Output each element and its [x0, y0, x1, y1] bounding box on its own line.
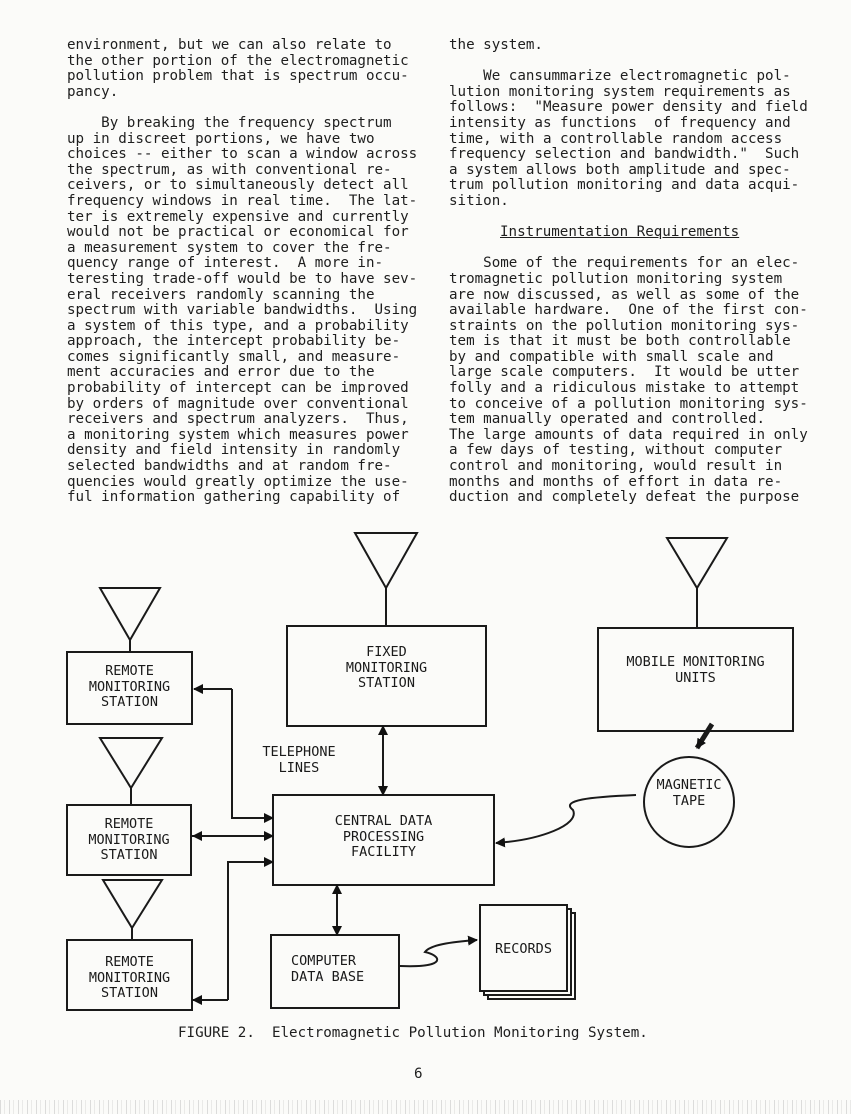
mobile-units-label: MOBILE MONITORING UNITS: [626, 654, 765, 686]
body-text-line: quency range of interest. A more in-: [67, 255, 384, 272]
body-text-line: tem is that it must be both controllable: [449, 333, 791, 350]
body-text-line: We cansummarize electromagnetic pol-: [449, 68, 791, 85]
body-text-line: Some of the requirements for an elec-: [449, 255, 800, 272]
body-text-line: by and compatible with small scale and: [449, 348, 774, 365]
antenna-icon: [103, 880, 162, 940]
remote-station-label: REMOTE MONITORING STATION: [88, 816, 170, 863]
body-text-line: frequency windows in real time. The lat-: [67, 192, 418, 209]
body-text-line: choices -- either to scan a window across: [67, 146, 418, 163]
section-heading: Instrumentation Requirements: [500, 224, 740, 241]
body-text-line: a few days of testing, without computer: [449, 442, 783, 459]
body-text-line: are now discussed, as well as some of the: [449, 286, 800, 303]
computer-database-label: COMPUTER DATA BASE: [291, 953, 365, 985]
body-text-line: ceivers, or to simultaneously detect all: [67, 177, 409, 194]
body-text-line: to conceive of a pollution monitoring sys-: [449, 395, 808, 412]
remote-station-label: REMOTE MONITORING STATION: [88, 663, 171, 710]
page-number: 6: [414, 1066, 423, 1082]
body-text-line: The large amounts of data required in only: [449, 426, 808, 443]
body-text-line: density and field intensity in randomly: [67, 442, 401, 459]
body-text-line: trum pollution monitoring and data acqui-: [449, 177, 800, 194]
remote-station-label: REMOTE MONITORING STATION: [88, 954, 171, 1001]
body-text-line: quencies would greatly optimize the use-: [67, 473, 409, 490]
body-text-line: follows: "Measure power density and field: [449, 99, 808, 116]
antenna-icon: [100, 588, 160, 652]
scan-noise: [0, 1100, 851, 1114]
antenna-icon: [355, 533, 417, 626]
antenna-icon: [667, 538, 727, 628]
body-text-line: comes significantly small, and measure-: [67, 348, 401, 365]
body-text-line: time, with a controllable random access: [449, 130, 783, 147]
body-text-line: months and months of effort in data re-: [449, 473, 783, 490]
body-text-line: up in discreet portions, we have two: [67, 130, 375, 147]
body-text-line: a system allows both amplitude and spec-: [449, 161, 791, 178]
body-text-line: folly and a ridiculous mistake to attempt: [449, 380, 800, 397]
body-text-line: control and monitoring, would result in: [449, 458, 783, 475]
body-text-line: teresting trade-off would be to have sev-: [67, 270, 418, 287]
body-text-line: a monitoring system which measures power: [67, 426, 409, 443]
body-text-line: ter is extremely expensive and currently: [67, 208, 409, 225]
fixed-station-label: FIXED MONITORING STATION: [345, 644, 428, 691]
body-text-line: By breaking the frequency spectrum: [67, 114, 392, 131]
body-text-line: lution monitoring system requirements as: [449, 83, 791, 100]
body-text-line: environment, but we can also relate to: [67, 37, 392, 53]
central-facility-label: CENTRAL DATA PROCESSING FACILITY: [334, 813, 433, 860]
records-label: RECORDS: [495, 941, 552, 957]
body-text-line: spectrum with variable bandwidths. Using: [67, 302, 418, 319]
figure-caption: FIGURE 2. Electromagnetic Pollution Monitoring System.: [178, 1025, 648, 1041]
body-text-line: frequency selection and bandwidth." Such: [449, 146, 800, 163]
body-text-line: ment accuracies and error due to the: [67, 364, 375, 381]
body-text-line: straints on the pollution monitoring sys-: [449, 317, 800, 334]
body-text-line: would not be practical or economical for: [67, 224, 409, 241]
body-text-line: tromagnetic pollution monitoring system: [449, 270, 783, 287]
body-text-line: duction and completely defeat the purpose: [449, 489, 800, 506]
body-text-line: tem manually operated and controlled.: [449, 411, 766, 428]
body-text-line: approach, the intercept probability be-: [67, 333, 401, 350]
body-text-line: probability of intercept can be improved: [67, 380, 409, 397]
body-text-line: selected bandwidths and at random fre-: [67, 458, 392, 475]
body-text-line: receivers and spectrum analyzers. Thus,: [67, 411, 409, 428]
body-text-line: pancy.: [67, 83, 119, 100]
body-text-line: a measurement system to cover the fre-: [67, 239, 392, 256]
body-text-line: a system of this type, and a probability: [67, 317, 409, 334]
body-text-line: available hardware. One of the first con-: [449, 302, 808, 319]
body-text-line: ful information gathering capability of: [67, 489, 401, 506]
body-text-line: the other portion of the electromagnetic: [67, 52, 409, 69]
body-text-line: the spectrum, as with conventional re-: [67, 161, 392, 178]
body-text-line: sition.: [449, 192, 509, 209]
telephone-lines-label: TELEPHONE LINES: [262, 744, 336, 776]
body-text-line: pollution problem that is spectrum occu-: [67, 68, 409, 85]
body-text-line: by orders of magnitude over conventional: [67, 395, 409, 412]
body-text-line: eral receivers randomly scanning the: [67, 286, 375, 303]
magnetic-tape-label: MAGNETIC TAPE: [656, 777, 722, 809]
body-text-line: the system.: [449, 37, 543, 53]
body-text-line: intensity as functions of frequency and: [449, 114, 791, 131]
antenna-icon: [100, 738, 162, 805]
body-text-line: large scale computers. It would be utter: [449, 364, 800, 381]
